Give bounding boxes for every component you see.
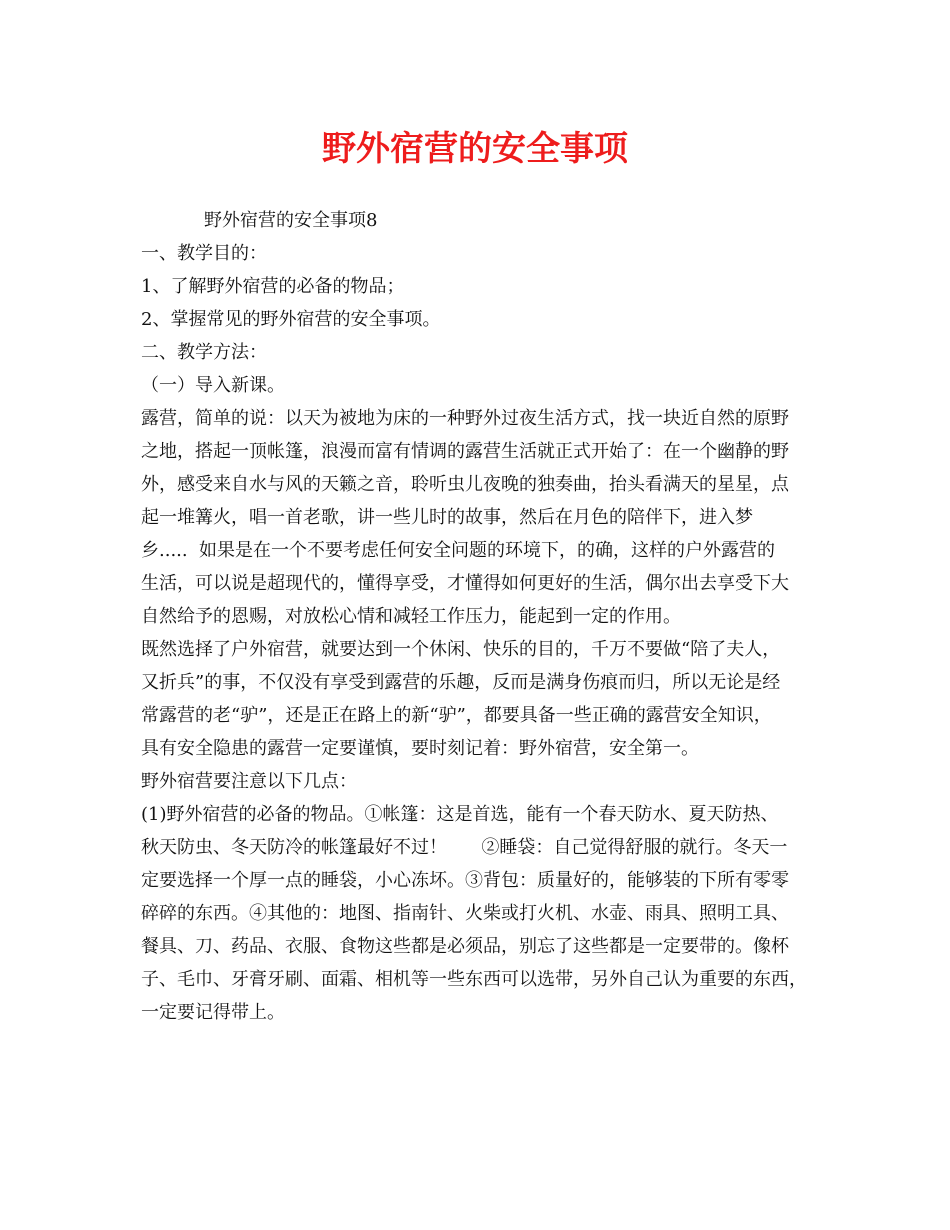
text-line: 子、毛巾、牙膏牙刷、面霜、相机等一些东西可以选带，另外自己认为重要的东西， (141, 969, 807, 990)
text-line: 具有安全隐患的露营一定要谨慎，要时刻记着：野外宿营，安全第一。 (141, 738, 699, 759)
text-line: 2、掌握常见的野外宿营的安全事项。 (141, 309, 441, 330)
document-subtitle: 野外宿营的安全事项8 (204, 210, 378, 231)
text-line: 起一堆篝火，唱一首老歌，讲一些儿时的故事，然后在月色的陪伴下，进入梦 (141, 507, 753, 528)
text-line: 既然选择了户外宿营，就要达到一个休闲、快乐的目的，千万不要做“陪了夫人， (141, 639, 781, 660)
document-title: 野外宿营的安全事项 (322, 129, 628, 169)
text-line: 野外宿营要注意以下几点： (141, 771, 357, 792)
text-line: 餐具、刀、药品、衣服、食物这些都是必须品，别忘了这些都是一定要带的。像杯 (141, 936, 789, 957)
text-line: 1、了解野外宿营的必备的物品； (141, 276, 405, 297)
text-line: 乡..... 如果是在一个不要考虑任何安全问题的环境下，的确，这样的户外露营的 (141, 540, 776, 561)
text-line: 外，感受来自水与风的天籁之音，聆听虫儿夜晚的独奏曲，抬头看满天的星星，点 (141, 474, 789, 495)
text-line: 二、教学方法： (141, 342, 267, 363)
text-line: 一定要记得带上。 (141, 1002, 285, 1023)
text-line: 自然给予的恩赐，对放松心情和减轻工作压力，能起到一定的作用。 (141, 606, 681, 627)
text-line: 常露营的老“驴”，还是正在路上的新“驴”，都要具备一些正确的露营安全知识， (141, 705, 772, 726)
text-line: 一、教学目的： (141, 243, 267, 264)
document-body (141, 204, 821, 1029)
text-line: 又折兵”的事，不仅没有享受到露营的乐趣，反而是满身伤痕而归，所以无论是经 (141, 672, 781, 693)
text-line: 碎碎的东西。④其他的：地图、指南针、火柴或打火机、水壶、雨具、照明工具、 (141, 903, 789, 924)
text-line: 生活，可以说是超现代的，懂得享受，才懂得如何更好的生活，偶尔出去享受下大 (141, 573, 789, 594)
text-line: （一）导入新课。 (141, 375, 285, 396)
text-line: 露营，简单的说：以天为被地为床的一种野外过夜生活方式，找一块近自然的原野 (141, 408, 789, 429)
text-line: 定要选择一个厚一点的睡袋，小心冻坏。③背包：质量好的，能够装的下所有零零 (141, 870, 789, 891)
text-line: 之地，搭起一顶帐篷，浪漫而富有情调的露营生活就正式开始了：在一个幽静的野 (141, 441, 789, 462)
text-line: (1)野外宿营的必备的物品。①帐篷：这是首选，能有一个春天防水、夏天防热、 (141, 804, 779, 825)
text-line: 秋天防虫、冬天防冷的帐篷最好不过！ ②睡袋：自己觉得舒服的就行。冬天一 (141, 837, 788, 858)
